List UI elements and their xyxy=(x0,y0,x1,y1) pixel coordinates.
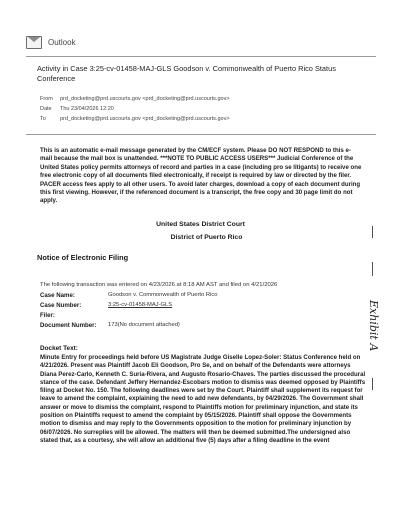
handwritten-tick xyxy=(372,226,373,238)
handwritten-tick xyxy=(372,262,373,276)
cmecf-notice: This is an automatic e-mail message generated by the CM/ECF system. Please DO NOT RESPOND to this e-mail because the mail box is unattended. ***NOTE TO PUBLIC ACCESS USERS*** Judicial Conference of the United States policy permits attorneys of record and parties in a case (including pro se litigants) to receive one free electronic copy of all documents filed electronically, if receipt is required by law or directed by the filer. PACER access fees apply to all other users. To avoid later charges, download a copy of each document during this first viewing. However, if the referenced document is a transcript, the free copy and 30 page limit do not apply. xyxy=(40,147,362,205)
from-value[interactable]: prd_docketing@prd.uscourts.gov <prd_docketing@prd.uscourts.gov> xyxy=(60,96,230,102)
filer-row xyxy=(40,312,108,319)
nef-title: Notice of Electronic Filing xyxy=(37,253,129,262)
court-name: United States District Court xyxy=(156,221,245,228)
doc-number-label: Document Number: xyxy=(40,322,97,329)
doc-number-row xyxy=(40,322,180,329)
district-name: District of Puerto Rico xyxy=(170,234,243,241)
divider xyxy=(26,134,376,135)
app-header xyxy=(26,36,76,49)
doc-number-value: 173(No document attached) xyxy=(108,322,180,328)
docket-text: Minute Entry for proceedings held before US Magistrate Judge Giselle Lopez-Soler: Status Conference held on 4/21/2026. Present was Plaintiff Jacob Eli Goodson, Pro Se, and on behalf of the Defendants were attorneys Diana Perez-Carlo, Kenneth C. Suria-Rivera, and Augusto Rosario-Chaves. The parties discussed the procedural stance of the case. Defendant Jeffery Hernandez-Escobars motion to dismiss was deemed opposed by Plaintiffs filing at Docket No. 150. The following deadlines were set by the Court. Plaintiff shall supplement its request for leave to amend the complaint, explaining the need to add new defendants, by 04/29/2026. The Government shall answer or move to dismiss the complaint, respond to Plaintiffs motion for preliminary injunction, and state its position on Plaintiffs request to amend the complaint by 05/15/2026. Plaintiff shall oppose the Governments motion to dismiss and may reply to the Governments opposition to the motion for preliminary injunction by 06/07/2026. No surreplies will be allowed. The matters will then be deemed submitted.The undersigned also stated that, as a courtesy, she will allow an additional five (5) days after a filing deadline in the event xyxy=(40,354,366,444)
mail-envelope-icon xyxy=(26,36,42,49)
app-name: Outlook xyxy=(48,38,76,47)
handwritten-exhibit-label: Exhibit A xyxy=(367,300,380,352)
filer-label: Filer: xyxy=(40,312,55,319)
date-label: Date xyxy=(40,106,52,112)
header-to xyxy=(40,116,230,122)
header-date xyxy=(40,106,114,112)
to-label: To xyxy=(40,116,46,122)
docket-label: Docket Text: xyxy=(40,345,78,352)
transaction-line: The following transaction was entered on 4/23/2026 at 8:18 AM AST and filed on 4/21/2026 xyxy=(40,282,278,288)
header-from xyxy=(40,96,230,102)
from-label: From xyxy=(40,96,53,102)
handwritten-tick xyxy=(372,378,373,390)
case-name-row xyxy=(40,292,217,299)
case-name-label: Case Name: xyxy=(40,292,75,299)
divider xyxy=(26,56,376,57)
case-number-label: Case Number: xyxy=(40,302,82,309)
email-subject: Activity in Case 3:25-cv-01458-MAJ-GLS Goodson v. Commonwealth of Puerto Rico Status Conference xyxy=(37,64,336,83)
case-number-link[interactable]: 3:25-cv-01458-MAJ-GLS xyxy=(108,302,173,308)
to-value[interactable]: prd_docketing@prd.uscourts.gov <prd_docketing@prd.uscourts.gov> xyxy=(60,116,230,122)
case-name-value: Goodson v. Commonwealth of Puerto Rico xyxy=(108,292,218,298)
case-number-row xyxy=(40,302,172,309)
date-value: Thu 23/04/2026 12:20 xyxy=(60,106,114,112)
